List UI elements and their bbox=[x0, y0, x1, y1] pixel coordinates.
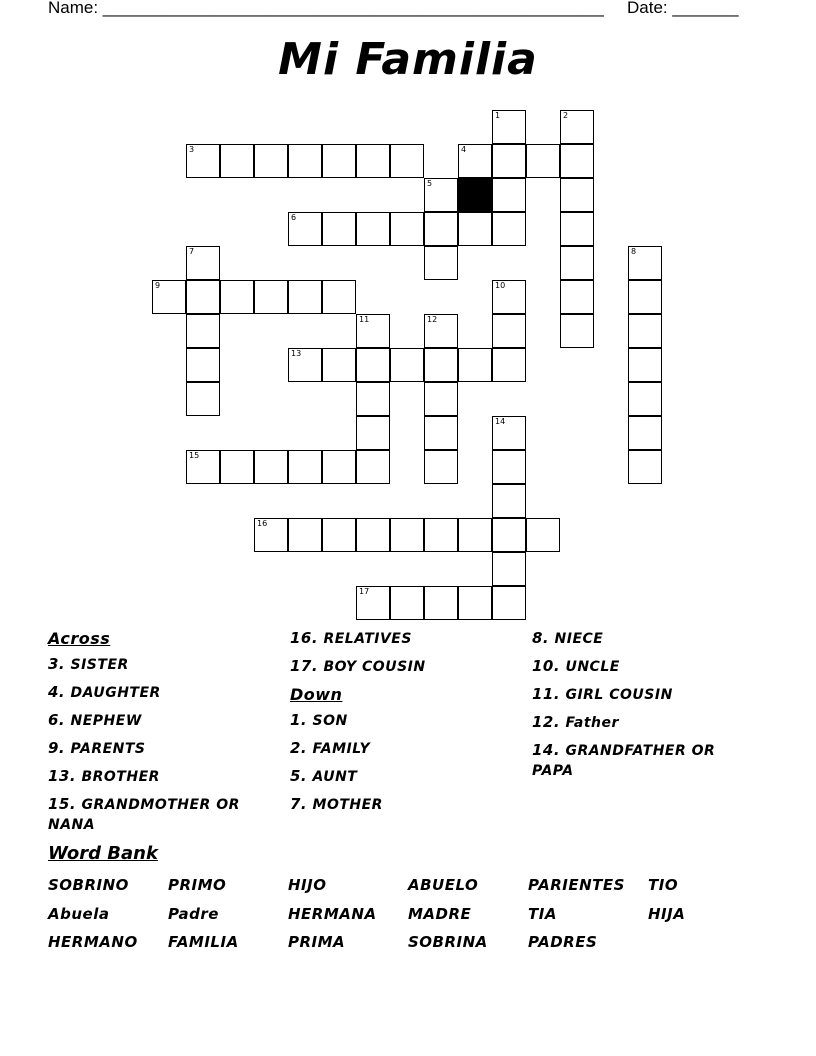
word-bank-item: HIJO bbox=[288, 876, 327, 894]
clue-section-heading: Across bbox=[48, 629, 111, 648]
crossword-cell[interactable] bbox=[356, 144, 390, 178]
crossword-cell[interactable] bbox=[288, 450, 322, 484]
crossword-cell[interactable] bbox=[356, 348, 390, 382]
clue-number: 8. bbox=[532, 629, 550, 647]
cell-number: 6 bbox=[291, 213, 297, 222]
clue-text: BOY COUSIN bbox=[323, 659, 426, 675]
clue-section-heading: Down bbox=[290, 685, 343, 704]
crossword-cell[interactable] bbox=[424, 518, 458, 552]
cell-number: 4 bbox=[461, 145, 467, 154]
crossword-cell[interactable] bbox=[220, 144, 254, 178]
cell-number: 16 bbox=[257, 519, 268, 528]
clue-text: SISTER bbox=[70, 657, 129, 673]
crossword-cell[interactable] bbox=[390, 586, 424, 620]
clue-text: PARENTS bbox=[70, 741, 146, 757]
clue-item bbox=[290, 656, 530, 677]
crossword-cell[interactable] bbox=[322, 348, 356, 382]
crossword-cell[interactable] bbox=[356, 382, 390, 416]
crossword-cell[interactable] bbox=[526, 518, 560, 552]
crossword-cell[interactable] bbox=[322, 518, 356, 552]
crossword-cell[interactable] bbox=[424, 382, 458, 416]
crossword-cell[interactable] bbox=[458, 348, 492, 382]
clue-number: 2. bbox=[290, 739, 308, 757]
word-bank-title: Word Bank bbox=[48, 843, 158, 864]
crossword-cell[interactable] bbox=[322, 144, 356, 178]
clue-number: 5. bbox=[290, 767, 308, 785]
crossword-cell[interactable] bbox=[458, 144, 492, 178]
crossword-cell[interactable] bbox=[492, 348, 526, 382]
word-bank-item: PADRES bbox=[528, 933, 598, 951]
crossword-cell[interactable] bbox=[186, 144, 220, 178]
clue-number: 1. bbox=[290, 711, 308, 729]
clue-text: GRANDFATHER OR PAPA bbox=[532, 743, 716, 779]
crossword-cell[interactable] bbox=[424, 586, 458, 620]
clue-number: 7. bbox=[290, 795, 308, 813]
crossword-cell[interactable] bbox=[560, 178, 594, 212]
clue-text: DAUGHTER bbox=[70, 685, 161, 701]
clue-item bbox=[290, 738, 530, 759]
word-bank-item: FAMILIA bbox=[168, 933, 239, 951]
clues-column-3 bbox=[532, 628, 752, 788]
clue-item bbox=[48, 738, 288, 759]
crossword-cell[interactable] bbox=[390, 144, 424, 178]
crossword-cell[interactable] bbox=[424, 416, 458, 450]
cell-number: 5 bbox=[427, 179, 433, 188]
clue-item bbox=[290, 710, 530, 731]
crossword-cell[interactable] bbox=[322, 280, 356, 314]
word-bank-item: ABUELO bbox=[408, 876, 479, 894]
crossword-cell[interactable] bbox=[628, 382, 662, 416]
clue-text: GRANDMOTHER OR NANA bbox=[48, 797, 240, 833]
word-bank-item: TIA bbox=[528, 905, 557, 923]
crossword-cell[interactable] bbox=[424, 246, 458, 280]
crossword-black-cell bbox=[458, 178, 492, 212]
crossword-cell[interactable] bbox=[356, 450, 390, 484]
crossword-cell[interactable] bbox=[628, 246, 662, 280]
crossword-cell[interactable] bbox=[458, 212, 492, 246]
crossword-cell[interactable] bbox=[458, 518, 492, 552]
word-bank-item: PRIMO bbox=[168, 876, 227, 894]
cell-number: 13 bbox=[291, 349, 302, 358]
clue-text: NEPHEW bbox=[70, 713, 142, 729]
clue-item bbox=[532, 684, 752, 705]
crossword-cell[interactable] bbox=[288, 212, 322, 246]
crossword-cell[interactable] bbox=[288, 518, 322, 552]
word-bank-item: PARIENTES bbox=[528, 876, 625, 894]
clue-text: FAMILY bbox=[312, 741, 371, 757]
crossword-cell[interactable] bbox=[424, 450, 458, 484]
crossword-cell[interactable] bbox=[492, 416, 526, 450]
clue-number: 9. bbox=[48, 739, 66, 757]
crossword-cell[interactable] bbox=[492, 280, 526, 314]
crossword-cell[interactable] bbox=[390, 518, 424, 552]
crossword-cell[interactable] bbox=[628, 450, 662, 484]
word-bank-item: HERMANO bbox=[48, 933, 138, 951]
crossword-cell[interactable] bbox=[186, 246, 220, 280]
crossword-cell[interactable] bbox=[492, 518, 526, 552]
clue-item bbox=[48, 654, 288, 675]
clue-item bbox=[532, 712, 752, 733]
crossword-cell[interactable] bbox=[492, 484, 526, 518]
crossword-cell[interactable] bbox=[492, 450, 526, 484]
name-label: Name: _____________________________________________________ bbox=[48, 0, 604, 17]
word-bank-item: Padre bbox=[168, 905, 219, 923]
crossword-cell[interactable] bbox=[628, 314, 662, 348]
clue-number: 3. bbox=[48, 655, 66, 673]
word-bank-item: HIJA bbox=[648, 905, 686, 923]
clue-number: 15. bbox=[48, 795, 77, 813]
crossword-cell[interactable] bbox=[254, 144, 288, 178]
crossword-cell[interactable] bbox=[390, 212, 424, 246]
crossword-cell[interactable] bbox=[492, 314, 526, 348]
clue-text: RELATIVES bbox=[323, 631, 412, 647]
crossword-cell[interactable] bbox=[492, 586, 526, 620]
word-bank-item: Abuela bbox=[48, 905, 110, 923]
crossword-cell[interactable] bbox=[492, 144, 526, 178]
clue-number: 11. bbox=[532, 685, 561, 703]
word-bank-item: TIO bbox=[648, 876, 679, 894]
crossword-cell[interactable] bbox=[356, 586, 390, 620]
clue-text: SON bbox=[312, 713, 348, 729]
clue-text: UNCLE bbox=[565, 659, 620, 675]
page-title: Mi Familia bbox=[278, 34, 538, 85]
crossword-cell[interactable] bbox=[186, 348, 220, 382]
clue-text: NIECE bbox=[554, 631, 604, 647]
cell-number: 1 bbox=[495, 111, 501, 120]
crossword-cell[interactable] bbox=[254, 450, 288, 484]
clue-item bbox=[48, 710, 288, 731]
crossword-cell[interactable] bbox=[186, 314, 220, 348]
clue-item bbox=[532, 740, 752, 781]
cell-number: 9 bbox=[155, 281, 161, 290]
clue-item bbox=[532, 656, 752, 677]
crossword-cell[interactable] bbox=[492, 552, 526, 586]
crossword-cell[interactable] bbox=[628, 280, 662, 314]
crossword-cell[interactable] bbox=[220, 450, 254, 484]
crossword-cell[interactable] bbox=[254, 280, 288, 314]
crossword-cell[interactable] bbox=[390, 348, 424, 382]
word-bank-item: PRIMA bbox=[288, 933, 346, 951]
cell-number: 8 bbox=[631, 247, 637, 256]
crossword-cell[interactable] bbox=[560, 246, 594, 280]
cell-number: 17 bbox=[359, 587, 370, 596]
date-label: Date: _______ bbox=[627, 0, 739, 17]
crossword-cell[interactable] bbox=[492, 110, 526, 144]
clue-item bbox=[48, 682, 288, 703]
crossword-cell[interactable] bbox=[356, 212, 390, 246]
clue-item bbox=[48, 794, 288, 835]
clue-item bbox=[532, 628, 752, 649]
clues-column-2 bbox=[290, 628, 530, 822]
cell-number: 7 bbox=[189, 247, 195, 256]
cell-number: 2 bbox=[563, 111, 569, 120]
cell-number: 11 bbox=[359, 315, 370, 324]
clue-number: 14. bbox=[532, 741, 561, 759]
clue-text: BROTHER bbox=[81, 769, 160, 785]
cell-number: 10 bbox=[495, 281, 506, 290]
clue-number: 6. bbox=[48, 711, 66, 729]
clue-text: AUNT bbox=[312, 769, 358, 785]
clues-column-1 bbox=[48, 628, 288, 842]
clue-text: MOTHER bbox=[312, 797, 383, 813]
crossword-cell[interactable] bbox=[288, 280, 322, 314]
crossword-cell[interactable] bbox=[424, 178, 458, 212]
crossword-cell[interactable] bbox=[560, 110, 594, 144]
crossword-cell[interactable] bbox=[560, 212, 594, 246]
word-bank-item: SOBRINO bbox=[48, 876, 129, 894]
crossword-cell[interactable] bbox=[628, 348, 662, 382]
clue-number: 13. bbox=[48, 767, 77, 785]
crossword-cell[interactable] bbox=[288, 144, 322, 178]
crossword-cell[interactable] bbox=[356, 416, 390, 450]
crossword-cell[interactable] bbox=[424, 348, 458, 382]
clue-item bbox=[290, 628, 530, 649]
crossword-cell[interactable] bbox=[322, 450, 356, 484]
clue-number: 16. bbox=[290, 629, 319, 647]
word-bank-item: MADRE bbox=[408, 905, 472, 923]
crossword-cell[interactable] bbox=[628, 416, 662, 450]
crossword-cell[interactable] bbox=[186, 450, 220, 484]
cell-number: 12 bbox=[427, 315, 438, 324]
crossword-cell[interactable] bbox=[560, 280, 594, 314]
crossword-cell[interactable] bbox=[492, 178, 526, 212]
crossword-cell[interactable] bbox=[560, 144, 594, 178]
crossword-cell[interactable] bbox=[152, 280, 186, 314]
clue-text: GIRL COUSIN bbox=[565, 687, 673, 703]
crossword-cell[interactable] bbox=[220, 280, 254, 314]
clue-number: 10. bbox=[532, 657, 561, 675]
clue-number: 4. bbox=[48, 683, 66, 701]
clue-number: 17. bbox=[290, 657, 319, 675]
clue-item bbox=[48, 766, 288, 787]
crossword-cell[interactable] bbox=[254, 518, 288, 552]
cell-number: 14 bbox=[495, 417, 506, 426]
crossword-cell[interactable] bbox=[356, 314, 390, 348]
word-bank-item: SOBRINA bbox=[408, 933, 488, 951]
clue-item bbox=[290, 794, 530, 815]
crossword-cell[interactable] bbox=[492, 212, 526, 246]
crossword-cell[interactable] bbox=[424, 314, 458, 348]
cell-number: 3 bbox=[189, 145, 195, 154]
clue-text: Father bbox=[565, 715, 619, 731]
word-bank-item: HERMANA bbox=[288, 905, 377, 923]
cell-number: 15 bbox=[189, 451, 200, 460]
crossword-cell[interactable] bbox=[186, 382, 220, 416]
crossword-cell[interactable] bbox=[322, 212, 356, 246]
clue-item bbox=[290, 766, 530, 787]
crossword-cell[interactable] bbox=[356, 518, 390, 552]
crossword-cell[interactable] bbox=[526, 144, 560, 178]
crossword-cell[interactable] bbox=[424, 212, 458, 246]
clue-number: 12. bbox=[532, 713, 561, 731]
crossword-cell[interactable] bbox=[560, 314, 594, 348]
crossword-cell[interactable] bbox=[186, 280, 220, 314]
crossword-cell[interactable] bbox=[288, 348, 322, 382]
crossword-cell[interactable] bbox=[458, 586, 492, 620]
